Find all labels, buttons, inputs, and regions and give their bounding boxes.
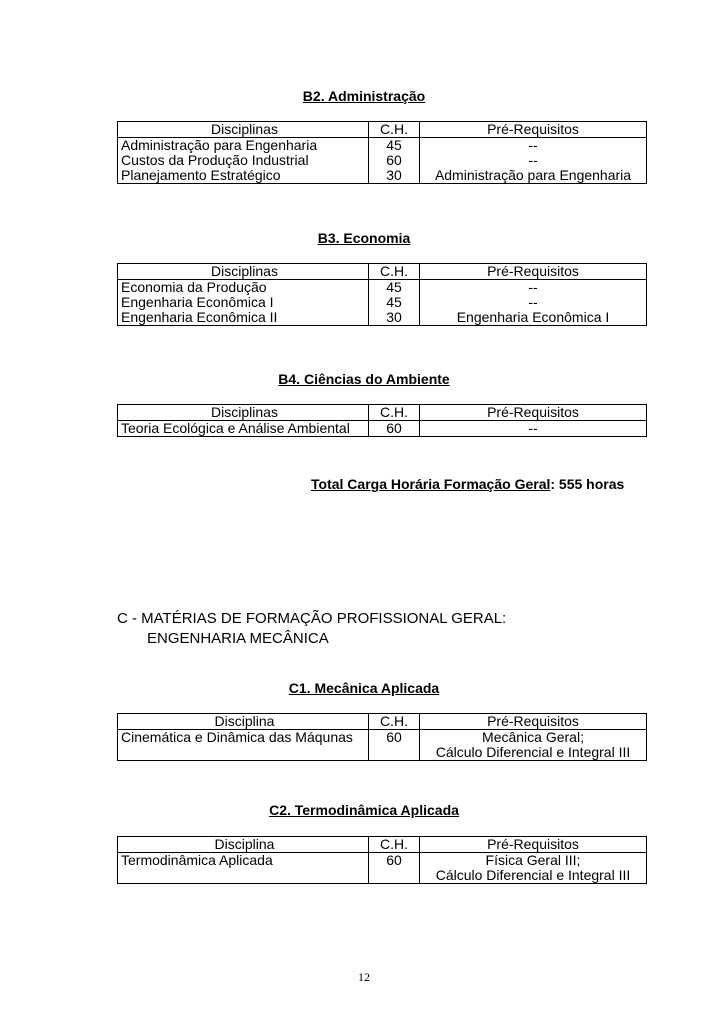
prereq-cell: -- (420, 421, 647, 437)
table-header-row (118, 837, 647, 853)
heading-line-2: ENGENHARIA MECÂNICA (147, 630, 329, 647)
ch-cell: 30 (369, 310, 420, 326)
discipline-cell: Termodinâmica Aplicada (118, 853, 369, 884)
table-header-row (118, 405, 647, 421)
heading-line-1: C - MATÉRIAS DE FORMAÇÃO PROFISSIONAL GERAL: (117, 610, 507, 627)
discipline-cell: Cinemática e Dinâmica das Máqunas (118, 730, 369, 761)
ch-cell: 60 (369, 730, 420, 761)
discipline-cell: Administração para Engenharia (118, 138, 369, 154)
discipline-cell: Engenharia Econômica II (118, 310, 369, 326)
prereq-cell: -- (420, 153, 647, 168)
table-row (118, 138, 647, 154)
total-value: : 555 horas (550, 476, 625, 492)
heading-formacao-profissional (117, 609, 506, 649)
prereq-cell: -- (420, 295, 647, 310)
table-row (118, 421, 647, 437)
table-c2 (117, 836, 647, 884)
ch-cell: 45 (369, 138, 420, 154)
header-prerequisitos: Pré-Requisitos (420, 405, 647, 421)
table-header-row (118, 122, 647, 138)
table-header-row (118, 714, 647, 730)
prereq-cell: -- (420, 138, 647, 154)
table-row (118, 853, 647, 884)
discipline-cell: Teoria Ecológica e Análise Ambiental (118, 421, 369, 437)
header-disciplina: Disciplina (118, 714, 369, 730)
header-disciplinas: Disciplinas (118, 405, 369, 421)
header-prerequisitos: Pré-Requisitos (420, 264, 647, 280)
total-carga-horaria (311, 476, 624, 492)
header-disciplinas: Disciplinas (118, 264, 369, 280)
table-row (118, 153, 647, 168)
prereq-line: Mecânica Geral; (482, 729, 584, 745)
header-ch: C.H. (369, 264, 420, 280)
ch-cell: 45 (369, 280, 420, 296)
header-ch: C.H. (369, 837, 420, 853)
table-row (118, 730, 647, 761)
prereq-cell (420, 853, 647, 884)
table-c1 (117, 713, 647, 761)
section-title-c2: C2. Termodinâmica Aplicada (269, 802, 459, 818)
header-ch: C.H. (369, 405, 420, 421)
header-ch: C.H. (369, 714, 420, 730)
table-row (118, 295, 647, 310)
ch-cell: 45 (369, 295, 420, 310)
discipline-cell: Engenharia Econômica I (118, 295, 369, 310)
table-row (118, 280, 647, 296)
table-row (118, 310, 647, 326)
header-prerequisitos: Pré-Requisitos (420, 714, 647, 730)
discipline-cell: Planejamento Estratégico (118, 168, 369, 184)
section-title-c1: C1. Mecânica Aplicada (288, 680, 440, 696)
header-prerequisitos: Pré-Requisitos (420, 122, 647, 138)
section-title-b4: B4. Ciências do Ambiente (278, 371, 450, 387)
prereq-line: Cálculo Diferencial e Integral III (435, 867, 631, 883)
prereq-cell: Administração para Engenharia (420, 168, 647, 184)
table-row (118, 168, 647, 184)
ch-cell: 60 (369, 853, 420, 884)
ch-cell: 60 (369, 421, 420, 437)
prereq-cell (420, 730, 647, 761)
prereq-cell: Engenharia Econômica I (420, 310, 647, 326)
table-b2 (117, 121, 647, 184)
section-title-b2: B2. Administração (302, 88, 426, 104)
header-disciplinas: Disciplinas (118, 122, 369, 138)
header-prerequisitos: Pré-Requisitos (420, 837, 647, 853)
prereq-cell: -- (420, 280, 647, 296)
table-b4 (117, 404, 647, 437)
page-number: 12 (358, 970, 370, 984)
discipline-cell: Economia da Produção (118, 280, 369, 296)
header-ch: C.H. (369, 122, 420, 138)
prereq-line: Cálculo Diferencial e Integral III (435, 744, 631, 760)
prereq-line: Física Geral III; (485, 852, 581, 868)
table-header-row (118, 264, 647, 280)
table-b3 (117, 263, 647, 326)
ch-cell: 60 (369, 153, 420, 168)
ch-cell: 30 (369, 168, 420, 184)
total-label: Total Carga Horária Formação Geral (311, 476, 551, 492)
section-title-b3: B3. Economia (317, 230, 411, 246)
discipline-cell: Custos da Produção Industrial (118, 153, 369, 168)
header-disciplina: Disciplina (118, 837, 369, 853)
